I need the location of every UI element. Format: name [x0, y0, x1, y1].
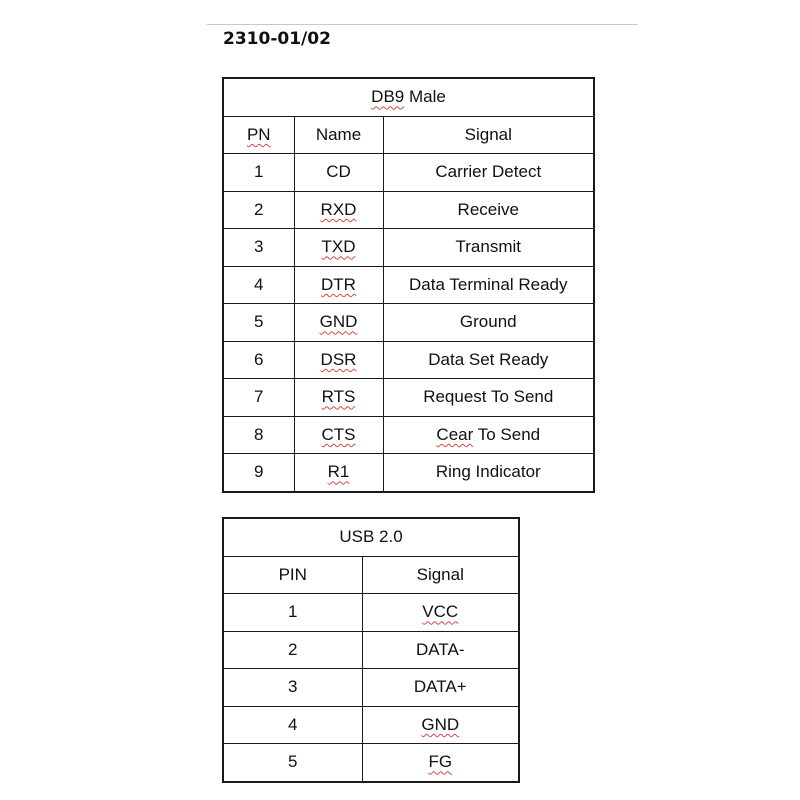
table-cell: GND: [294, 304, 383, 342]
table-cell: 6: [223, 341, 294, 379]
table-row: [223, 191, 594, 229]
table-cell: RTS: [294, 379, 383, 417]
table-cell: 2: [223, 631, 362, 669]
table-caption: USB 2.0: [223, 518, 519, 556]
column-header: PN: [223, 116, 294, 154]
table-cell: Carrier Detect: [383, 154, 594, 192]
table-cell: CTS: [294, 416, 383, 454]
table-cell: TXD: [294, 229, 383, 267]
table-row: [223, 341, 594, 379]
table-row: [223, 631, 519, 669]
table-row: [223, 594, 519, 632]
table-cell: DATA-: [362, 631, 519, 669]
table-cell: 7: [223, 379, 294, 417]
table-cell: 5: [223, 744, 362, 782]
table-cell: GND: [362, 706, 519, 744]
table-row: [223, 229, 594, 267]
column-header: Name: [294, 116, 383, 154]
column-header: Signal: [383, 116, 594, 154]
table-cell: VCC: [362, 594, 519, 632]
table-header-row: [223, 556, 519, 594]
table-caption-row: [223, 78, 594, 116]
table-row: [223, 266, 594, 304]
table-row: [223, 744, 519, 782]
column-header: Signal: [362, 556, 519, 594]
table-cell: RXD: [294, 191, 383, 229]
table-cell: 2: [223, 191, 294, 229]
table-cell: Cear To Send: [383, 416, 594, 454]
table-cell: DSR: [294, 341, 383, 379]
table-cell: Request To Send: [383, 379, 594, 417]
top-divider: [207, 24, 638, 25]
table-row: [223, 416, 594, 454]
table-row: [223, 154, 594, 192]
table-cell: 9: [223, 454, 294, 492]
db9-pinout-table: [222, 77, 595, 493]
table-cell: Transmit: [383, 229, 594, 267]
table-row: [223, 304, 594, 342]
table-cell: DATA+: [362, 669, 519, 707]
table-cell: FG: [362, 744, 519, 782]
table-header-row: [223, 116, 594, 154]
table-row: [223, 706, 519, 744]
table-cell: Ground: [383, 304, 594, 342]
table-cell: 3: [223, 229, 294, 267]
table-cell: 4: [223, 706, 362, 744]
table-row: [223, 669, 519, 707]
usb-pinout-table: [222, 517, 520, 783]
table-cell: Data Terminal Ready: [383, 266, 594, 304]
table-cell: R1: [294, 454, 383, 492]
table-cell: DTR: [294, 266, 383, 304]
table-cell: Receive: [383, 191, 594, 229]
column-header: PIN: [223, 556, 362, 594]
table-cell: 3: [223, 669, 362, 707]
table-cell: Data Set Ready: [383, 341, 594, 379]
table-cell: 5: [223, 304, 294, 342]
table-cell: 4: [223, 266, 294, 304]
table-cell: 1: [223, 154, 294, 192]
table-caption: DB9 Male: [223, 78, 594, 116]
table-caption-row: [223, 518, 519, 556]
table-row: [223, 379, 594, 417]
table-cell: Ring Indicator: [383, 454, 594, 492]
document-title: 2310-01/02: [223, 29, 331, 49]
table-cell: CD: [294, 154, 383, 192]
table-cell: 8: [223, 416, 294, 454]
table-cell: 1: [223, 594, 362, 632]
table-row: [223, 454, 594, 492]
